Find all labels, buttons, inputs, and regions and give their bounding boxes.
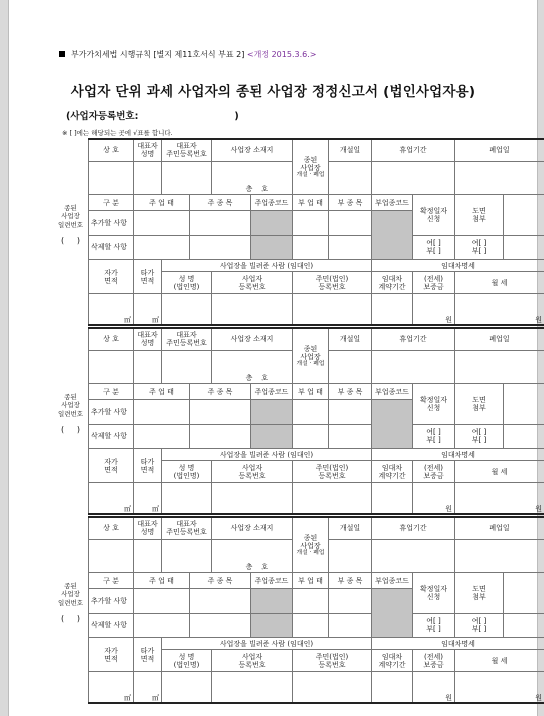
add-row-label: 추가할 사항 [89,589,134,613]
section-side-label [53,516,88,704]
no-checkbox[interactable]: 부[ ] [471,625,487,634]
other-area-header: 타가 면적 [134,449,162,483]
open-close-label: 개설 · 폐업 [296,549,325,556]
workplace-table [88,516,544,704]
sub-code-shaded [372,589,413,638]
revision-date: <개정 2015.3.6.> [246,50,317,59]
sub-business-header: 부 업 태 [293,572,329,589]
rep-name-field[interactable] [134,161,162,194]
open-close-label: 개설 · 폐업 [296,360,325,367]
workplace-label: 사업장 [300,541,321,550]
reg-label: (사업자등록번호: [66,111,139,122]
sub-business-header: 부 업 태 [293,194,329,211]
form-title: 사업자 단위 과세 사업자의 종된 사업장 정정신고서 (법인사업자용) [70,84,476,100]
workplace-table [88,327,544,515]
lease-detail-header: 임대차명세 [372,638,544,650]
close-date-field[interactable] [455,350,544,383]
form-page [8,0,543,716]
yes-checkbox[interactable]: 여[ ] [471,617,487,626]
yes-checkbox[interactable]: 여[ ] [426,617,441,626]
serial-number-field[interactable]: ( ) [61,236,80,245]
add-sub-business-field[interactable] [293,400,329,424]
lessor-name-field[interactable] [162,672,212,703]
sub-item-header: 부 종 목 [329,194,372,211]
workplace-section [53,327,543,515]
closure-period-field[interactable] [372,539,455,572]
lease-period-header: 임대차 계약기간 [372,461,413,483]
no-checkbox[interactable]: 부[ ] [426,436,441,445]
open-close-header [293,517,329,572]
monthly-rent-field[interactable]: 원 [455,672,544,703]
check-note: ※ [ ]에는 해당되는 곳에 √표를 합니다. [62,129,173,137]
del-sub-item-field[interactable] [329,613,372,637]
close-date-field[interactable] [455,539,544,572]
add-main-business-field[interactable] [134,211,190,235]
lease-period-header: 임대차 계약기간 [372,650,413,672]
rep-id-header: 대표자 주민등록번호 [162,328,212,350]
jongdoen-label: 종된 [303,344,318,353]
deposit-header: (전세) 보증금 [413,272,455,294]
no-checkbox[interactable]: 부[ ] [471,247,487,256]
business-reg-number[interactable] [66,108,239,122]
lessor-id-header: 주민(법인) 등록번호 [293,650,372,672]
del-main-business-field[interactable] [134,235,190,259]
del-main-item-field[interactable] [190,613,251,637]
address-field[interactable] [212,350,293,383]
category-header: 구 분 [89,383,134,400]
form-header [59,49,316,60]
lessor-header: 사업장을 빌려준 사람 (임대인) [162,638,372,650]
no-checkbox[interactable]: 부[ ] [426,247,441,256]
sub-code-header: 부업종코드 [372,194,413,211]
monthly-rent-field[interactable]: 원 [455,483,544,514]
del-main-item-field[interactable] [190,424,251,448]
trade-name-header: 상 호 [89,139,134,161]
close-date-header: 폐업일 [455,517,544,539]
ho-label: 호 [261,184,269,193]
del-main-code-shaded [251,235,293,259]
address-header: 사업장 소재지 [212,139,293,161]
floor-label: 층 [245,373,253,382]
monthly-rent-header: 월 세 [455,650,544,672]
blank-cell [504,235,544,259]
drawing-header: 도면 첨부 [455,572,504,613]
monthly-rent-field[interactable]: 원 [455,294,544,325]
own-area-header: 자가 면적 [89,449,134,483]
close-date-header: 폐업일 [455,139,544,161]
own-area-header: 자가 면적 [89,260,134,294]
lessor-name-header: 성 명 (법인명) [162,650,212,672]
rep-name-header: 대표자 성명 [134,328,162,350]
lessor-regno-field[interactable] [212,672,293,703]
serial-number-field[interactable]: ( ) [61,614,80,623]
add-sub-business-field[interactable] [293,589,329,613]
drawing-header: 도면 첨부 [455,194,504,235]
lease-detail-header: 임대차명세 [372,449,544,461]
blank-cell [504,424,544,448]
confirm-date-checkbox[interactable] [413,424,455,448]
open-date-field[interactable] [329,539,372,572]
workplace-section [53,138,543,326]
sub-code-header: 부업종코드 [372,572,413,589]
no-checkbox[interactable]: 부[ ] [471,436,487,445]
jongdoen-label: 종된 [303,155,318,164]
own-area-header: 자가 면적 [89,638,134,672]
address-field[interactable] [212,161,293,194]
lessor-id-header: 주민(법인) 등록번호 [293,461,372,483]
blank-cell [504,613,544,637]
sub-code-shaded [372,400,413,449]
rep-id-field[interactable] [162,539,212,572]
address-header: 사업장 소재지 [212,328,293,350]
other-area-field[interactable]: ㎡ [134,672,162,703]
sub-business-header: 부 업 태 [293,383,329,400]
rep-id-field[interactable] [162,161,212,194]
blank-cell [504,194,544,235]
confirm-date-header: 확정일자 신청 [413,194,455,235]
lease-period-header: 임대차 계약기간 [372,272,413,294]
sub-code-shaded [372,211,413,260]
yes-checkbox[interactable]: 여[ ] [471,239,487,248]
rep-id-header: 대표자 주민등록번호 [162,139,212,161]
lessor-name-field[interactable] [162,294,212,325]
lessor-name-header: 성 명 (법인명) [162,272,212,294]
lease-detail-header: 임대차명세 [372,260,544,272]
monthly-rent-header: 월 세 [455,461,544,483]
close-date-header: 폐업일 [455,328,544,350]
other-area-field[interactable]: ㎡ [134,483,162,514]
serial-label: 종된 사업장 일련번호 [57,204,84,229]
form-reference: 부가가치세법 시행규칙 [별지 제11호서식 부표 2] [71,50,245,59]
del-main-code-shaded [251,424,293,448]
lessor-name-header: 성 명 (법인명) [162,461,212,483]
add-main-item-field[interactable] [190,400,251,424]
del-sub-business-field[interactable] [293,613,329,637]
del-sub-item-field[interactable] [329,235,372,259]
lessor-regno-field[interactable] [212,483,293,514]
open-close-header [293,328,329,383]
add-main-item-field[interactable] [190,589,251,613]
lessor-id-field[interactable] [293,672,372,703]
serial-label: 종된 사업장 일련번호 [57,582,84,607]
workplace-label: 사업장 [300,352,321,361]
lessor-id-field[interactable] [293,294,372,325]
lease-period-field[interactable] [372,483,413,514]
serial-label: 종된 사업장 일련번호 [57,393,84,418]
add-sub-item-field[interactable] [329,400,372,424]
add-sub-item-field[interactable] [329,211,372,235]
workplace-section [53,516,543,704]
sub-code-header: 부업종코드 [372,383,413,400]
main-business-header: 주 업 태 [134,383,190,400]
trade-name-field[interactable] [89,539,134,572]
rep-id-field[interactable] [162,350,212,383]
category-header: 구 분 [89,194,134,211]
main-item-header: 주 종 목 [190,383,251,400]
category-header: 구 분 [89,572,134,589]
sub-item-header: 부 종 목 [329,383,372,400]
lessor-id-field[interactable] [293,483,372,514]
add-main-code-shaded [251,211,293,235]
closure-period-field[interactable] [372,161,455,194]
drawing-checkbox[interactable] [455,235,504,259]
address-header: 사업장 소재지 [212,517,293,539]
workplace-table [88,138,544,326]
delete-row-label: 삭제할 사항 [89,424,134,448]
lessor-regno-header: 사업자 등록번호 [212,272,293,294]
delete-row-label: 삭제할 사항 [89,235,134,259]
section-side-label [53,138,88,326]
main-item-header: 주 종 목 [190,194,251,211]
del-sub-business-field[interactable] [293,424,329,448]
open-date-header: 개설일 [329,139,372,161]
delete-row-label: 삭제할 사항 [89,613,134,637]
serial-number-field[interactable]: ( ) [61,425,80,434]
floor-label: 층 [245,184,253,193]
closure-period-header: 휴업기간 [372,328,455,350]
confirm-date-header: 확정일자 신청 [413,383,455,424]
add-main-code-shaded [251,589,293,613]
deposit-field[interactable]: 원 [413,294,455,325]
other-area-field[interactable]: ㎡ [134,294,162,325]
other-area-header: 타가 면적 [134,260,162,294]
add-row-label: 추가할 사항 [89,211,134,235]
yes-checkbox[interactable]: 여[ ] [426,239,441,248]
own-area-field[interactable]: ㎡ [89,483,134,514]
bullet-square-icon [59,51,65,57]
del-main-business-field[interactable] [134,613,190,637]
rep-name-header: 대표자 성명 [134,139,162,161]
lessor-header: 사업장을 빌려준 사람 (임대인) [162,449,372,461]
confirm-date-checkbox[interactable] [413,235,455,259]
add-sub-business-field[interactable] [293,211,329,235]
closure-period-header: 휴업기간 [372,139,455,161]
trade-name-field[interactable] [89,161,134,194]
main-business-header: 주 업 태 [134,572,190,589]
floor-label: 층 [245,562,253,571]
drawing-checkbox[interactable] [455,613,504,637]
open-date-field[interactable] [329,350,372,383]
open-date-field[interactable] [329,161,372,194]
drawing-header: 도면 첨부 [455,383,504,424]
add-main-code-shaded [251,400,293,424]
rep-name-header: 대표자 성명 [134,517,162,539]
add-main-item-field[interactable] [190,211,251,235]
main-item-header: 주 종 목 [190,572,251,589]
open-date-header: 개설일 [329,328,372,350]
close-date-field[interactable] [455,161,544,194]
rep-id-header: 대표자 주민등록번호 [162,517,212,539]
main-code-header: 주업종코드 [251,194,293,211]
add-main-business-field[interactable] [134,400,190,424]
rep-name-field[interactable] [134,350,162,383]
workplace-label: 사업장 [300,163,321,172]
monthly-rent-header: 월 세 [455,272,544,294]
confirm-date-checkbox[interactable] [413,613,455,637]
del-main-code-shaded [251,613,293,637]
lessor-name-field[interactable] [162,483,212,514]
own-area-field[interactable]: ㎡ [89,294,134,325]
jongdoen-label: 종된 [303,533,318,542]
trade-name-field[interactable] [89,350,134,383]
drawing-checkbox[interactable] [455,424,504,448]
add-sub-item-field[interactable] [329,589,372,613]
add-row-label: 추가할 사항 [89,400,134,424]
del-sub-item-field[interactable] [329,424,372,448]
del-main-business-field[interactable] [134,424,190,448]
blank-cell [504,572,544,613]
trade-name-header: 상 호 [89,517,134,539]
address-field[interactable] [212,539,293,572]
other-area-header: 타가 면적 [134,638,162,672]
no-checkbox[interactable]: 부[ ] [426,625,441,634]
add-main-business-field[interactable] [134,589,190,613]
lessor-regno-header: 사업자 등록번호 [212,650,293,672]
lessor-regno-field[interactable] [212,294,293,325]
lease-period-field[interactable] [372,672,413,703]
deposit-header: (전세) 보증금 [413,461,455,483]
closure-period-field[interactable] [372,350,455,383]
deposit-header: (전세) 보증금 [413,650,455,672]
lessor-regno-header: 사업자 등록번호 [212,461,293,483]
yes-checkbox[interactable]: 여[ ] [426,428,441,437]
open-close-label: 개설 · 폐업 [296,171,325,178]
open-close-header [293,139,329,194]
main-code-header: 주업종코드 [251,572,293,589]
main-business-header: 주 업 태 [134,194,190,211]
lease-period-field[interactable] [372,294,413,325]
section-side-label [53,327,88,515]
deposit-field[interactable]: 원 [413,483,455,514]
lessor-header: 사업장을 빌려준 사람 (임대인) [162,260,372,272]
rep-name-field[interactable] [134,539,162,572]
open-date-header: 개설일 [329,517,372,539]
blank-cell [504,383,544,424]
closure-period-header: 휴업기간 [372,517,455,539]
del-main-item-field[interactable] [190,235,251,259]
lessor-id-header: 주민(법인) 등록번호 [293,272,372,294]
ho-label: 호 [261,562,269,571]
ho-label: 호 [261,373,269,382]
deposit-field[interactable]: 원 [413,672,455,703]
confirm-date-header: 확정일자 신청 [413,572,455,613]
reg-close: ) [234,111,239,122]
yes-checkbox[interactable]: 여[ ] [471,428,487,437]
trade-name-header: 상 호 [89,328,134,350]
sub-item-header: 부 종 목 [329,572,372,589]
del-sub-business-field[interactable] [293,235,329,259]
main-code-header: 주업종코드 [251,383,293,400]
own-area-field[interactable]: ㎡ [89,672,134,703]
